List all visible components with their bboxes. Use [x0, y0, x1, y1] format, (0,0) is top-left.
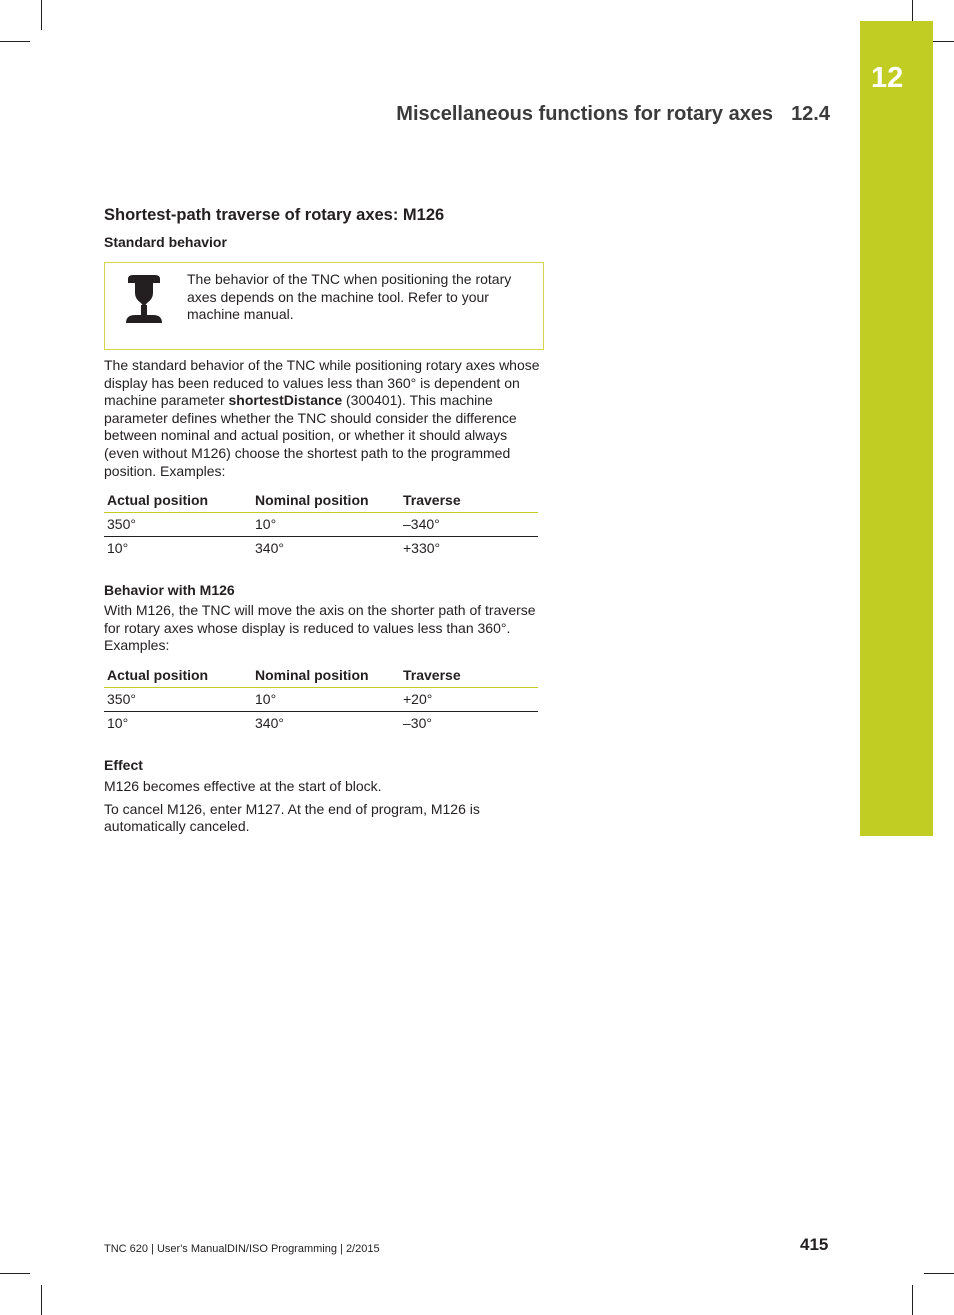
table-cell: –340°: [403, 516, 440, 533]
m126-heading: Behavior with M126: [104, 582, 235, 599]
table-cell: +20°: [403, 690, 433, 707]
table-header-cell: Traverse: [403, 666, 461, 683]
crop-mark: [41, 0, 42, 30]
table-row: [104, 687, 538, 711]
table-header-cell: Nominal position: [255, 666, 369, 683]
m126-table: [104, 662, 538, 735]
machine-manual-icon: [125, 273, 163, 327]
effect-heading: Effect: [104, 756, 143, 773]
table-cell: –30°: [403, 714, 432, 731]
crop-mark: [0, 41, 30, 42]
table-header-row: [104, 662, 538, 688]
table-row: [104, 711, 538, 735]
table-cell: 350°: [107, 690, 136, 707]
standard-heading: Standard behavior: [104, 234, 227, 250]
crop-mark: [912, 1285, 913, 1315]
effect-paragraph-1: M126 becomes effective at the start of block.: [104, 777, 382, 794]
table-header-cell: Nominal position: [255, 492, 369, 509]
running-head-title: Miscellaneous functions for rotary axes: [396, 103, 774, 125]
table-cell: 10°: [107, 540, 129, 557]
table-header-cell: Actual position: [107, 666, 209, 683]
chapter-tab: [860, 21, 933, 836]
table-cell: 340°: [255, 714, 284, 731]
crop-mark: [0, 1273, 30, 1274]
table-cell: 350°: [107, 516, 136, 533]
effect-paragraph-2: To cancel M126, enter M127. At the end of program, M126 is automatically canceled.: [104, 800, 480, 835]
page-number: 415: [800, 1235, 829, 1254]
m126-paragraph: With M126, the TNC will move the axis on the shorter path of traverse for rotary axes whose display is reduced to values less than 360°. Examples:: [104, 602, 536, 654]
running-head-section: 12.4: [791, 103, 830, 125]
main-content: [104, 206, 544, 836]
chapter-number: 12: [871, 62, 904, 94]
table-cell: 10°: [255, 690, 277, 707]
crop-mark: [41, 1285, 42, 1315]
table-cell: 340°: [255, 540, 284, 557]
table-header-row: [104, 487, 538, 513]
standard-paragraph-part1: The standard behavior of the TNC while positioning rotary axes whose display has been reduced to values less than 360° is dependent on machine parameter: [104, 357, 540, 409]
table-row: [104, 513, 538, 537]
running-head: [396, 103, 830, 126]
standard-paragraph-part2: (300401). This machine parameter defines whether the TNC should consider the difference between nominal and actual position, or whether it should always (even without M126) choose the shortest path to the programmed position. Examples:: [104, 392, 517, 479]
crop-mark: [924, 1273, 954, 1274]
note-text: The behavior of the TNC when positioning the rotary axes depends on the machine tool. Refer to your machine manual.: [187, 271, 512, 323]
section-title: Shortest-path traverse of rotary axes: M126: [104, 206, 445, 224]
standard-paragraph: [104, 357, 544, 480]
table-row: [104, 537, 538, 561]
parameter-name: shortestDistance: [228, 392, 343, 409]
standard-table: [104, 487, 538, 560]
table-header-cell: Traverse: [403, 492, 461, 509]
footer-text: TNC 620 | User's ManualDIN/ISO Programming | 2/2015: [104, 1243, 380, 1255]
table-cell: +330°: [403, 540, 441, 557]
table-header-cell: Actual position: [107, 492, 209, 509]
table-cell: 10°: [255, 516, 277, 533]
note-box: [104, 262, 544, 350]
table-cell: 10°: [107, 714, 129, 731]
